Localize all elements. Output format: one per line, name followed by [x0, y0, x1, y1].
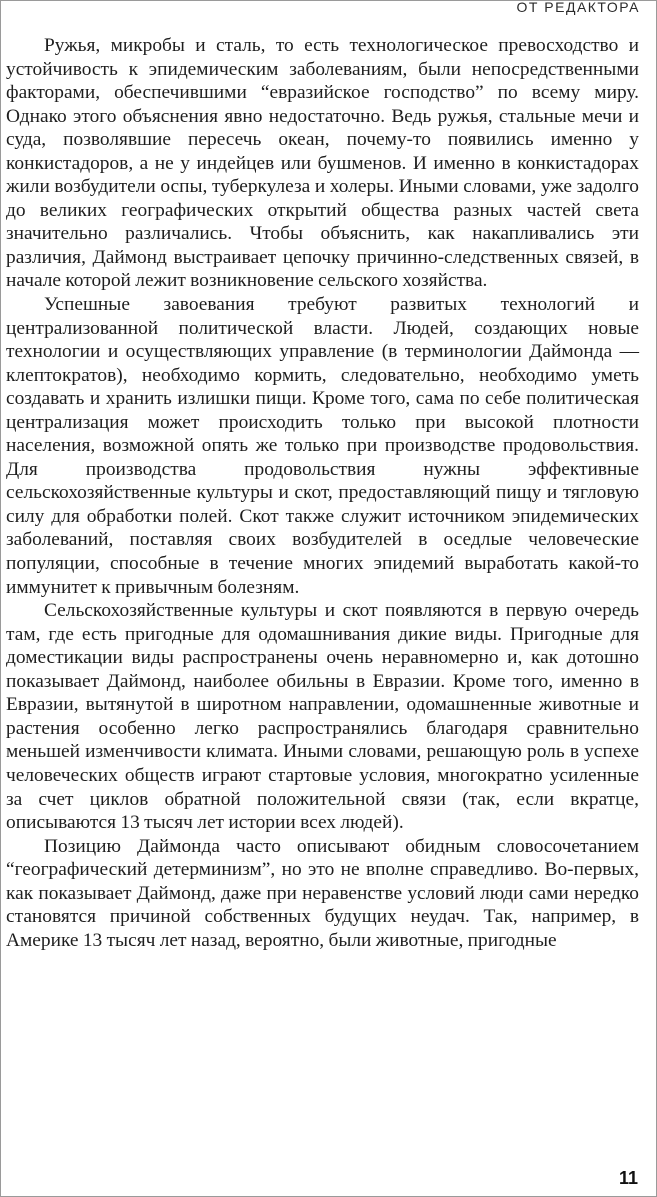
- paragraph: Позицию Даймонда часто описывают обидным словосочетанием “географический детерминизм”, но это не вполне справедливо. Во-первых, как показывает Даймонд, даже при неравенстве условий люди сами нередко становятся причиной собственных будущих неудач. Так, например, в Америке 13 тысяч лет назад, вероятно, были животные, пригодные: [6, 835, 639, 951]
- running-header: ОТ РЕДАКТОРА: [516, 0, 640, 15]
- paragraph: Сельскохозяйственные культуры и скот появляются в первую очередь там, где есть пригодные для одомашнивания дикие виды. Пригодные для доместикации виды распространены очень неравномерно и, как дотошно показывает Даймонд, наиболее обильны в Евразии. Кроме того, именно в Евразии, вытянутой в широтном направлении, одомашненные животные и растения особенно легко распространялись благодаря сравнительно меньшей изменчивости климата. Иными словами, решающую роль в успехе человеческих обществ играют стартовые условия, многократно усиленные за счет циклов обратной положительной связи (так, если вкратце, описываются 13 тысяч лет истории всех людей).: [6, 600, 639, 834]
- page-number: 11: [618, 1168, 638, 1188]
- paragraph: Успешные завоевания требуют развитых технологий и централизованной политической власти. Людей, создающих новые технологии и осуществляющих управление (в терминологии Даймонда — клептократов), необходимо кормить, следовательно, необходимо уметь создавать и хранить излишки пищи. Кроме того, сама по себе политическая централизация может происходить только при высокой плотности населения, возможной опять же только при производстве продовольствия. Для производства продовольствия нужны эффективные сельскохозяйственные культуры и скот, предоставляющий пищу и тягловую силу для обработки полей. Скот также служит источником эпидемических заболеваний, поставляя своих возбудителей в оседлые человеческие популяции, способные в течение многих эпидемий выработать какой-то иммунитет к привычным болезням.: [6, 294, 639, 598]
- paragraph: Ружья, микробы и сталь, то есть технологическое превосходство и устойчивость к эпидемическим заболеваниям, были непосредственными факторами, обеспечившими “евразийское господство” по всему миру. Однако этого объяснения явно недостаточно. Ведь ружья, стальные мечи и суда, позволявшие пересечь океан, почему-то появились именно у конкистадоров, а не у индейцев или бушменов. И именно в конкистадорах жили возбудители оспы, туберкулеза и холеры. Иными словами, уже задолго до великих географических открытий общества разных частей света значительно различались. Чтобы объяснить, как накапливались эти различия, Даймонд выстраивает цепочку причинно-следственных связей, в начале которой лежит возникновение сельского хозяйства.: [6, 35, 639, 292]
- body-text: [6, 34, 639, 952]
